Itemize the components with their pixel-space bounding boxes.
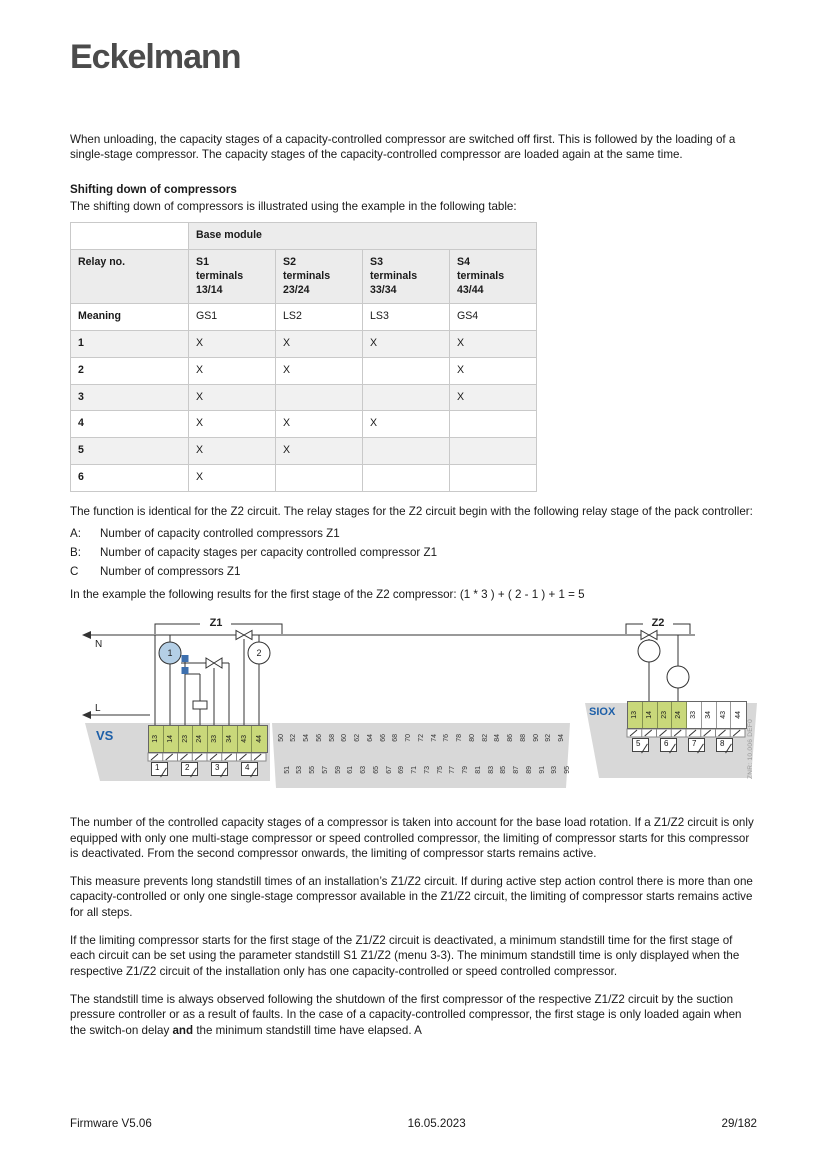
terminal-number: 66: [379, 733, 387, 742]
terminal-number: 24: [196, 734, 204, 743]
strip-terminal-cell: [409, 757, 422, 783]
terminal-number: 14: [645, 710, 653, 719]
strip-terminal-cell: [485, 757, 498, 783]
strip-terminal-cell: [281, 757, 294, 783]
terminal-number: 44: [255, 734, 263, 743]
relay-output-box: [660, 738, 677, 752]
relay-output-number: 4: [245, 763, 250, 773]
z2-wiring: [638, 630, 689, 705]
terminal-number: 77: [449, 765, 457, 774]
vs-terminal-cell: [149, 726, 164, 752]
col-header-s2: [276, 250, 363, 304]
strip-terminal-cell: [562, 757, 575, 783]
closing-post: the minimum standstill time have elapsed. A: [193, 1023, 422, 1037]
body-paragraph-4: [70, 992, 757, 1039]
terminal-number: 84: [494, 733, 502, 742]
relay-output-box: [151, 762, 168, 776]
relay-stage-row: [71, 331, 537, 358]
relay-output-box: [241, 762, 258, 776]
relay-number: 5: [71, 438, 189, 465]
siox-module-label: SIOX: [589, 705, 616, 718]
terminal-number: 90: [532, 733, 540, 742]
relay-cell: X: [450, 357, 537, 384]
relay-cell: [363, 357, 450, 384]
relay-output-box: [211, 762, 228, 776]
section-heading: Shifting down of compressors: [70, 182, 237, 196]
terminal-number: 50: [277, 733, 285, 742]
relay-no-header: Relay no.: [71, 250, 189, 304]
relay-cell: [450, 411, 537, 438]
relay-cell: [363, 384, 450, 411]
definition-row: [70, 545, 757, 561]
phase-l-label: L: [95, 702, 101, 714]
terminal-number: 64: [366, 733, 374, 742]
contact-slash-icon: [641, 743, 648, 753]
terminal-number: 56: [315, 733, 323, 742]
strip-terminal-cell: [345, 757, 358, 783]
definition-text: Number of compressors Z1: [100, 564, 241, 578]
strip-terminal-cell: [441, 725, 454, 751]
terminal-number: 14: [166, 734, 174, 743]
col-header-s1: [189, 250, 276, 304]
siox-terminal-cell: [717, 702, 732, 728]
terminal-number: 68: [392, 733, 400, 742]
terminal-number: 91: [538, 765, 546, 774]
strip-terminal-cell: [383, 757, 396, 783]
strip-terminal-cell: [370, 757, 383, 783]
col-header-s4: [450, 250, 537, 304]
z2-group-label: Z2: [651, 616, 665, 629]
relay-stage-row: [71, 438, 537, 465]
strip-terminal-cell: [536, 757, 549, 783]
strip-terminal-cell: [466, 725, 479, 751]
vs-terminal-cell: [252, 726, 267, 752]
relay-output-number: 8: [720, 739, 725, 749]
definition-label: A:: [70, 527, 81, 541]
terminal-number: 86: [507, 733, 515, 742]
terminal-number: 60: [341, 733, 349, 742]
compressor-1-number: 1: [167, 647, 173, 658]
relay-cell: X: [276, 438, 363, 465]
terminal-number: 95: [564, 765, 572, 774]
terminal-number: 62: [354, 733, 362, 742]
strip-terminal-cell: [396, 757, 409, 783]
blank-cell: [71, 223, 189, 250]
strip-terminal-cell: [403, 725, 416, 751]
col-sub: terminals 33/34: [370, 269, 418, 296]
group-header-cell: Base module: [189, 223, 537, 250]
strip-terminal-cell: [523, 757, 536, 783]
strip-terminal-cell: [415, 725, 428, 751]
terminal-number: 43: [719, 710, 727, 719]
strip-terminal-cell: [313, 725, 326, 751]
col-sub: terminals 13/14: [196, 269, 244, 296]
eckelmann-logo: Eckelmann: [70, 38, 241, 76]
terminal-number: 61: [347, 765, 355, 774]
col-sub: terminals 23/24: [283, 269, 331, 296]
z2-function-paragraph: The function is identical for the Z2 circuit. The relay stages for the Z2 circuit begin with the following relay stage of the pack controller:: [70, 504, 753, 518]
definition-text: Number of capacity controlled compressors Z1: [100, 527, 340, 541]
terminal-number: 55: [309, 765, 317, 774]
closing-pre: The standstill time is always observed following the shutdown of the first compressor of the respective Z1/Z2 circuit by the suction pressure controller or as a result of faults. In the case of a capacity-controlled compressor, the first stage is only loaded again when the switch-on delay: [70, 992, 742, 1037]
definition-text: Number of capacity stages per capacity controlled compressor Z1: [100, 545, 438, 559]
relay-cell: [276, 384, 363, 411]
strip-terminal-cell: [434, 757, 447, 783]
relay-cell: X: [450, 384, 537, 411]
strip-terminal-cell: [511, 757, 524, 783]
terminal-number: 76: [443, 733, 451, 742]
col-header-s3: [363, 250, 450, 304]
relay-cell: X: [276, 357, 363, 384]
vs-terminal-cell: [238, 726, 253, 752]
strip-terminal-cell: [377, 725, 390, 751]
terminal-number: 73: [423, 765, 431, 774]
col-name: S3: [370, 256, 383, 269]
siox-terminal-cell: [643, 702, 658, 728]
siox-terminal-cell: [687, 702, 702, 728]
terminal-number: 44: [734, 710, 742, 719]
terminal-number: 70: [405, 733, 413, 742]
vs-terminal-cell: [208, 726, 223, 752]
relay-cell: [450, 464, 537, 491]
page-footer: [70, 1116, 757, 1132]
relay-stage-row: [71, 464, 537, 491]
siox-terminal-cell: [702, 702, 717, 728]
relay-example-table: [70, 222, 537, 491]
relay-number: 6: [71, 464, 189, 491]
terminal-number: 24: [675, 710, 683, 719]
body-paragraph-1: The number of the controlled capacity stages of a compressor is taken into account for the base load rotation. If a Z1/Z2 circuit is only equipped with only one multi-stage compressor or speed controlled compressor, the limiting of compressor starts for this compressor is deactivated. From the second compressor onwards, the limiting of compressor starts remains active.: [70, 815, 754, 861]
meaning-label: Meaning: [71, 304, 189, 331]
terminal-number: 63: [360, 765, 368, 774]
terminal-number: 80: [468, 733, 476, 742]
siox-terminal-block: [627, 701, 747, 729]
strip-terminal-cell: [421, 757, 434, 783]
strip-terminal-cell: [358, 757, 371, 783]
terminal-number: 75: [436, 765, 444, 774]
strip-terminal-cell: [332, 757, 345, 783]
definition-label: C: [70, 564, 79, 578]
wiring-diagram: [70, 611, 760, 803]
terminal-number: 94: [558, 733, 566, 742]
contact-slash-icon: [669, 743, 676, 753]
relay-number: 4: [71, 411, 189, 438]
relay-stage-row: [71, 357, 537, 384]
relay-output-number: 1: [155, 763, 160, 773]
terminal-number: 58: [328, 733, 336, 742]
relay-number: 1: [71, 331, 189, 358]
strip-terminal-cell: [460, 757, 473, 783]
strip-terminal-cell: [549, 757, 562, 783]
terminal-number: 87: [513, 765, 521, 774]
strip-terminal-cell: [364, 725, 377, 751]
relay-number: 2: [71, 357, 189, 384]
strip-terminal-cell: [454, 725, 467, 751]
strip-terminal-cell: [288, 725, 301, 751]
strip-terminal-cell: [492, 725, 505, 751]
relay-cell: X: [363, 331, 450, 358]
relay-output-number: 2: [185, 763, 190, 773]
strip-terminal-cell: [275, 725, 288, 751]
terminal-number: 92: [545, 733, 553, 742]
vs-module-label: VS: [96, 727, 114, 743]
relay-cell: X: [363, 411, 450, 438]
relay-output-number: 6: [664, 739, 669, 749]
relay-cell: [450, 438, 537, 465]
relay-cell: X: [276, 411, 363, 438]
col-sub: terminals 43/44: [457, 269, 505, 296]
strip-terminal-cell: [530, 725, 543, 751]
terminal-number: 83: [487, 765, 495, 774]
drawing-number-label: ZNR: 10.006 DEF0: [747, 718, 754, 779]
strip-terminal-cell: [472, 757, 485, 783]
vs-terminal-cell: [179, 726, 194, 752]
relay-cell: X: [189, 331, 276, 358]
relay-output-box: [688, 738, 705, 752]
meaning-cell: LS2: [276, 304, 363, 331]
relay-output-number: 7: [692, 739, 697, 749]
strip-terminal-cell: [326, 725, 339, 751]
terminal-number: 85: [500, 765, 508, 774]
contact-slash-icon: [697, 743, 704, 753]
relay-output-box: [632, 738, 649, 752]
terminal-strip-bottom-numbers: [281, 757, 574, 783]
relay-output-number: 3: [215, 763, 220, 773]
relay-stage-row: [71, 411, 537, 438]
terminal-number: 71: [411, 765, 419, 774]
contact-slash-icon: [250, 767, 257, 777]
terminal-number: 51: [283, 765, 291, 774]
section-intro: The shifting down of compressors is illustrated using the example in the following table:: [70, 199, 517, 213]
strip-terminal-cell: [352, 725, 365, 751]
strip-terminal-cell: [505, 725, 518, 751]
strip-terminal-cell: [428, 725, 441, 751]
col-name: S1: [196, 256, 209, 269]
terminal-number: 53: [296, 765, 304, 774]
relay-cell: [363, 464, 450, 491]
terminal-number: 93: [551, 765, 559, 774]
strip-terminal-cell: [390, 725, 403, 751]
relay-output-box: [181, 762, 198, 776]
terminal-number: 88: [519, 733, 527, 742]
col-name: S4: [457, 256, 470, 269]
footer-date: 16.05.2023: [407, 1117, 466, 1130]
z1-group-label: Z1: [209, 616, 223, 629]
terminal-number: 33: [690, 710, 698, 719]
relay-cell: X: [450, 331, 537, 358]
vs-relay-outputs: [151, 762, 271, 776]
terminal-number: 67: [385, 765, 393, 774]
contact-slash-icon: [725, 743, 732, 753]
relay-cell: X: [189, 411, 276, 438]
terminal-number: 54: [303, 733, 311, 742]
intro-paragraph: When unloading, the capacity stages of a capacity-controlled compressor are switched off first. This is followed by the loading of a single-stage compressor. The capacity stages of the capacity-controlled compressor are loaded again at the same time.: [70, 132, 736, 162]
relay-output-box: [716, 738, 733, 752]
col-name: S2: [283, 256, 296, 269]
footer-page-number: 29/182: [721, 1117, 757, 1130]
strip-terminal-cell: [517, 725, 530, 751]
strip-terminal-cell: [319, 757, 332, 783]
definition-row: [70, 564, 757, 580]
compressor-2-number: 2: [256, 647, 262, 658]
body-paragraph-2: This measure prevents long standstill times of an installation’s Z1/Z2 circuit. If during active step action control there is more than one capacity-controlled or only one single-stage compressor available in the Z1/Z2 circuit, the limiting of compressor starts remains active for all steps.: [70, 874, 753, 920]
strip-terminal-cell: [294, 757, 307, 783]
meaning-cell: GS1: [189, 304, 276, 331]
definition-label: B:: [70, 545, 81, 559]
terminal-number: 34: [225, 734, 233, 743]
footer-firmware-version: Firmware V5.06: [70, 1117, 152, 1130]
terminal-number: 33: [211, 734, 219, 743]
relay-cell: X: [189, 464, 276, 491]
terminal-number: 57: [321, 765, 329, 774]
terminal-number: 74: [430, 733, 438, 742]
contact-slash-icon: [190, 767, 197, 777]
terminal-number: 34: [704, 710, 712, 719]
group-header-row: [71, 223, 537, 250]
terminal-number: 43: [240, 734, 248, 743]
terminal-number: 72: [417, 733, 425, 742]
meaning-cell: GS4: [450, 304, 537, 331]
strip-terminal-cell: [339, 725, 352, 751]
siox-terminal-cell: [628, 702, 643, 728]
body-paragraph-3: If the limiting compressor starts for the first stage of the Z1/Z2 circuit is deactivated, a minimum standstill time for the first stage of each circuit can be set using the parameter standstill S1 Z1/Z2 (menu 3-3). The minimum standstill time is only displayed when the respective Z1/Z2 circuit of the installation only has one capacity-controlled or speed controlled compressor.: [70, 933, 740, 978]
terminal-number: 65: [372, 765, 380, 774]
strip-terminal-cell: [479, 725, 492, 751]
contact-slash-icon: [160, 767, 167, 777]
terminal-number: 23: [660, 710, 668, 719]
meaning-row: [71, 304, 537, 331]
relay-cell: X: [276, 331, 363, 358]
relay-cell: [363, 438, 450, 465]
terminal-strip-top-numbers: [275, 725, 568, 751]
siox-terminal-cell: [731, 702, 746, 728]
siox-relay-outputs: [632, 738, 744, 752]
vs-terminal-cell: [164, 726, 179, 752]
column-header-row: [71, 250, 537, 304]
strip-terminal-cell: [301, 725, 314, 751]
terminal-number: 82: [481, 733, 489, 742]
strip-terminal-cell: [447, 757, 460, 783]
relay-stage-row: [71, 384, 537, 411]
relay-cell: X: [189, 438, 276, 465]
relay-output-number: 5: [636, 739, 641, 749]
strip-terminal-cell: [556, 725, 569, 751]
definition-row: [70, 526, 757, 542]
relay-number: 3: [71, 384, 189, 411]
terminal-number: 23: [181, 734, 189, 743]
siox-terminal-cell: [658, 702, 673, 728]
vs-terminal-block: [148, 725, 268, 753]
closing-bold: and: [172, 1023, 194, 1037]
contact-slash-icon: [220, 767, 227, 777]
terminal-number: 89: [525, 765, 533, 774]
vs-terminal-cell: [193, 726, 208, 752]
terminal-number: 78: [456, 733, 464, 742]
definition-list: [70, 526, 757, 579]
terminal-number: 13: [631, 710, 639, 719]
terminal-number: 59: [334, 765, 342, 774]
terminal-number: 69: [398, 765, 406, 774]
strip-terminal-cell: [543, 725, 556, 751]
meaning-cell: LS3: [363, 304, 450, 331]
relay-cell: [276, 464, 363, 491]
siox-terminal-cell: [672, 702, 687, 728]
strip-terminal-cell: [307, 757, 320, 783]
phase-n-label: N: [95, 638, 103, 650]
relay-cell: X: [189, 384, 276, 411]
terminal-number: 13: [152, 734, 160, 743]
terminal-number: 52: [290, 733, 298, 742]
example-formula: In the example the following results for the first stage of the Z2 compressor: (1 * 3 ) + ( 2 - 1 ) + 1 = 5: [70, 588, 585, 602]
relay-cell: X: [189, 357, 276, 384]
terminal-number: 79: [462, 765, 470, 774]
vs-terminal-cell: [223, 726, 238, 752]
terminal-number: 81: [474, 765, 482, 774]
strip-terminal-cell: [498, 757, 511, 783]
